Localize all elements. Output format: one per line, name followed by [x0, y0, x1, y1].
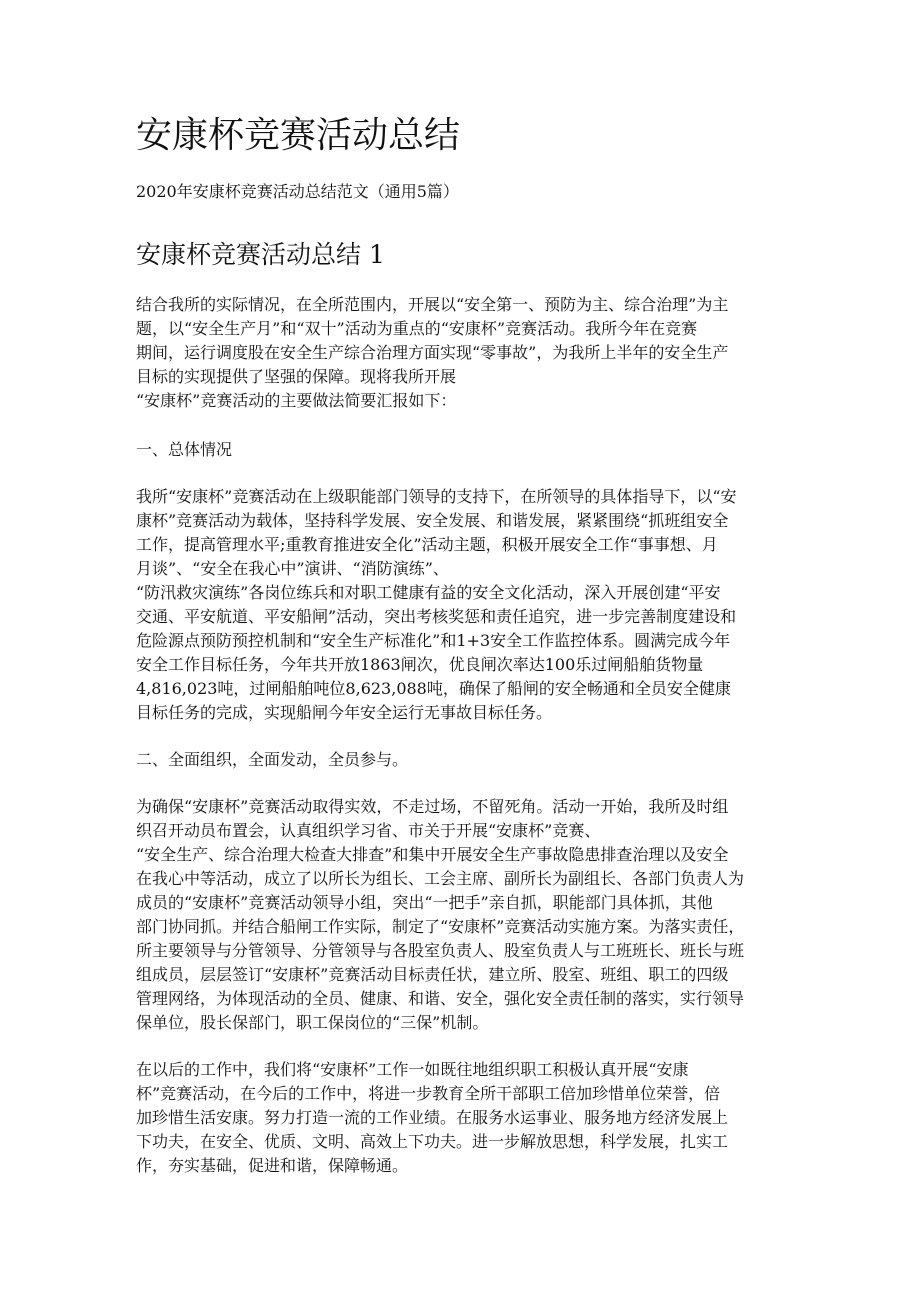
- text-line: 织召开动员布置会，认真组织学习省、市关于开展“安康杯”竞赛、: [136, 821, 601, 840]
- text-line: 期间，运行调度股在安全生产综合治理方面实现“零事故”，为我所上半年的安全生产: [136, 343, 729, 362]
- text-line: 所主要领导与分管领导、分管领导与各股室负责人、股室负责人与工班班长、班长与班: [136, 941, 745, 960]
- text-line: 在以后的工作中，我们将“安康杯”工作一如既往地组织职工积极认真开展“安康: [136, 1060, 689, 1079]
- text-line: 作，夯实基础，促进和谐，保障畅通。: [136, 1156, 409, 1175]
- text-line: 安全工作目标任务，今年共开放1863闸次，优良闸次率达100乐过闸船舶货物量: [136, 655, 704, 674]
- heading-overview: 一、总体情况: [136, 440, 233, 459]
- text-line: 危险源点预防预控机制和“安全生产标准化”和1+3安全工作监控体系。圆满完成今年: [136, 631, 731, 650]
- text-line: “防汛救灾演练”各岗位练兵和对职工健康有益的安全文化活动，深入开展创建“平安: [136, 583, 721, 602]
- text-line: 下功夫，在安全、优质、文明、高效上下功夫。进一步解放思想，科学发展，扎实工: [136, 1132, 729, 1151]
- text-line: 在我心中等活动，成立了以所长为组长、工会主席、副所长为副组长、各部门负责人为: [136, 869, 745, 888]
- document-subtitle: 2020年安康杯竞赛活动总结范文（通用5篇）: [136, 182, 459, 201]
- text-line: 组成员，层层签订“安康杯”竞赛活动目标责任状，建立所、股室、班组、职工的四级: [136, 965, 729, 984]
- text-line: 结合我所的实际情况，在全所范围内，开展以“安全第一、预防为主、综合治理”为主: [136, 295, 729, 314]
- document-title: 安康杯竞赛活动总结: [136, 115, 461, 156]
- text-line: 4,816,023吨，过闸船舶吨位8,623,088吨，确保了船闸的安全畅通和全员安全健康: [136, 679, 731, 698]
- text-line: 我所“安康杯”竞赛活动在上级职能部门领导的支持下，在所领导的具体指导下，以“安: [136, 487, 737, 506]
- heading-organization: 二、全面组织，全面发动，全员参与。: [136, 750, 409, 769]
- text-line: 目标任务的完成，实现船闸今年安全运行无事故目标任务。: [136, 703, 553, 722]
- text-line: 题，以“安全生产月”和“双十”活动为重点的“安康杯”竞赛活动。我所今年在竞赛: [136, 319, 698, 338]
- text-line: 月谈”、“安全在我心中”演讲、“消防演练”、: [136, 559, 449, 578]
- text-line: 目标的实现提供了坚强的保障。现将我所开展: [136, 367, 457, 386]
- text-line: 部门协同抓。并结合船闸工作实际，制定了“安康杯”竞赛活动实施方案。为落实责任，: [136, 917, 745, 936]
- text-line: “安全生产、综合治理大检查大排查”和集中开展安全生产事故隐患排查治理以及安全: [136, 845, 729, 864]
- section-title: 安康杯竞赛活动总结 1: [136, 240, 385, 269]
- text-line: 保单位，股长保部门，职工保岗位的“三保”机制。: [136, 1013, 489, 1032]
- text-line: 康杯”竞赛活动为载体，坚持科学发展、安全发展、和谐发展，紧紧围绕“抓班组安全: [136, 511, 729, 530]
- text-line: 成员的“安康杯”竞赛活动领导小组，突出“一把手”亲自抓，职能部门具体抓，其他: [136, 893, 713, 912]
- text-line: 加珍惜生活安康。努力打造一流的工作业绩。在服务水运事业、服务地方经济发展上: [136, 1108, 729, 1127]
- text-line: “安康杯”竞赛活动的主要做法简要汇报如下：: [136, 391, 457, 410]
- text-line: 管理网络，为体现活动的全员、健康、和谐、安全，强化安全责任制的落实，实行领导: [136, 989, 745, 1008]
- text-line: 交通、平安航道、平安船闸”活动，突出考核奖惩和责任追究，进一步完善制度建设和: [136, 607, 737, 626]
- text-line: 杯”竞赛活动，在今后的工作中，将进一步教育全所干部职工倍加珍惜单位荣誉，倍: [136, 1084, 721, 1103]
- text-line: 为确保“安康杯”竞赛活动取得实效，不走过场，不留死角。活动一开始，我所及时组: [136, 797, 729, 816]
- text-line: 工作，提高管理水平;重教育推进安全化”活动主题，积极开展安全工作“事事想、月: [136, 535, 718, 554]
